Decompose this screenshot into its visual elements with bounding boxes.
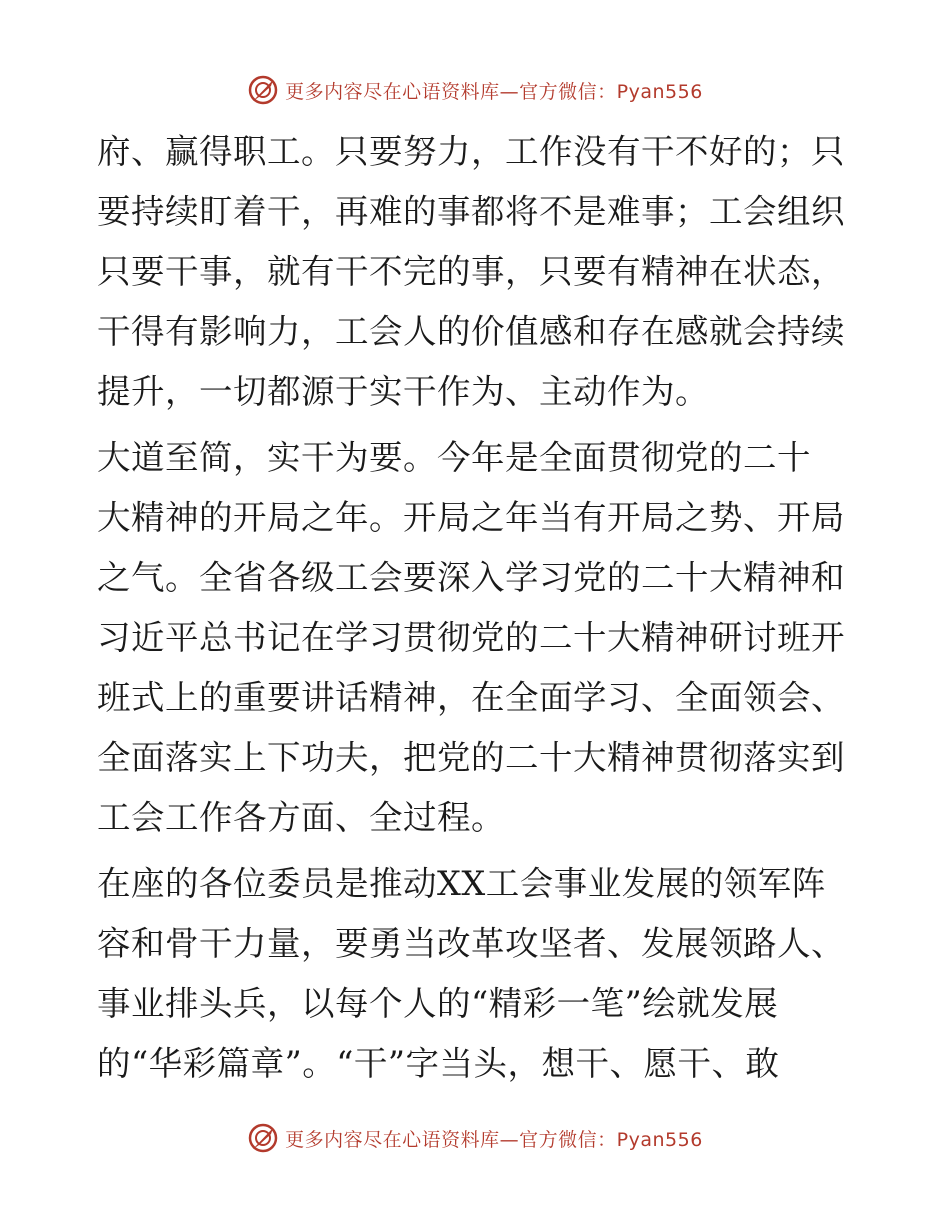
- banner-wechat: 官方微信：Pyan556: [519, 1128, 703, 1151]
- text-line: 大道至简，实干为要。今年是全面贯彻党的二十: [97, 438, 811, 477]
- text-line: 事业排头兵，以每个人的“精彩一笔”绘就发展: [97, 984, 779, 1023]
- text-line: 在座的各位委员是推动XX工会事业发展的领军阵: [97, 864, 826, 903]
- text-line: 要持续盯着干，再难的事都将不是难事；工会组织: [97, 192, 845, 231]
- text-line: 府、赢得职工。只要努力，工作没有干不好的；只: [97, 132, 845, 171]
- banner-text: 更多内容尽在心语资料库—官方微信：Pyan556: [285, 1128, 703, 1151]
- text-line: 之气。全省各级工会要深入学习党的二十大精神和: [97, 558, 845, 597]
- text-line: 全面落实上下功夫，把党的二十大精神贯彻落实到: [97, 738, 845, 777]
- text-line: 提升，一切都源于实干作为、主动作为。: [97, 372, 709, 411]
- quill-logo-icon: [247, 74, 279, 106]
- text-line: 班式上的重要讲话精神，在全面学习、全面领会、: [97, 678, 845, 717]
- paragraph-1: [97, 122, 857, 422]
- document-body: [97, 122, 857, 1094]
- text-line: 大精神的开局之年。开局之年当有开局之势、开局: [97, 498, 845, 537]
- banner-text: 更多内容尽在心语资料库—官方微信：Pyan556: [285, 80, 703, 103]
- paragraph-3: [97, 854, 857, 1094]
- text-line: 工会工作各方面、全过程。: [97, 798, 505, 837]
- paragraph-2: [97, 428, 857, 848]
- header-banner: [0, 70, 950, 110]
- text-line: 容和骨干力量，要勇当改革攻坚者、发展领路人、: [97, 924, 845, 963]
- text-line: 只要干事，就有干不完的事，只要有精神在状态，: [97, 252, 845, 291]
- footer-banner: [0, 1118, 950, 1158]
- banner-wechat: 官方微信：Pyan556: [519, 80, 703, 103]
- text-line: 的“华彩篇章”。“干”字当头，想干、愿干、敢: [97, 1044, 780, 1083]
- quill-logo-icon: [247, 1122, 279, 1154]
- text-line: 习近平总书记在学习贯彻党的二十大精神研讨班开: [97, 618, 845, 657]
- text-line: 干得有影响力，工会人的价值感和存在感就会持续: [97, 312, 845, 351]
